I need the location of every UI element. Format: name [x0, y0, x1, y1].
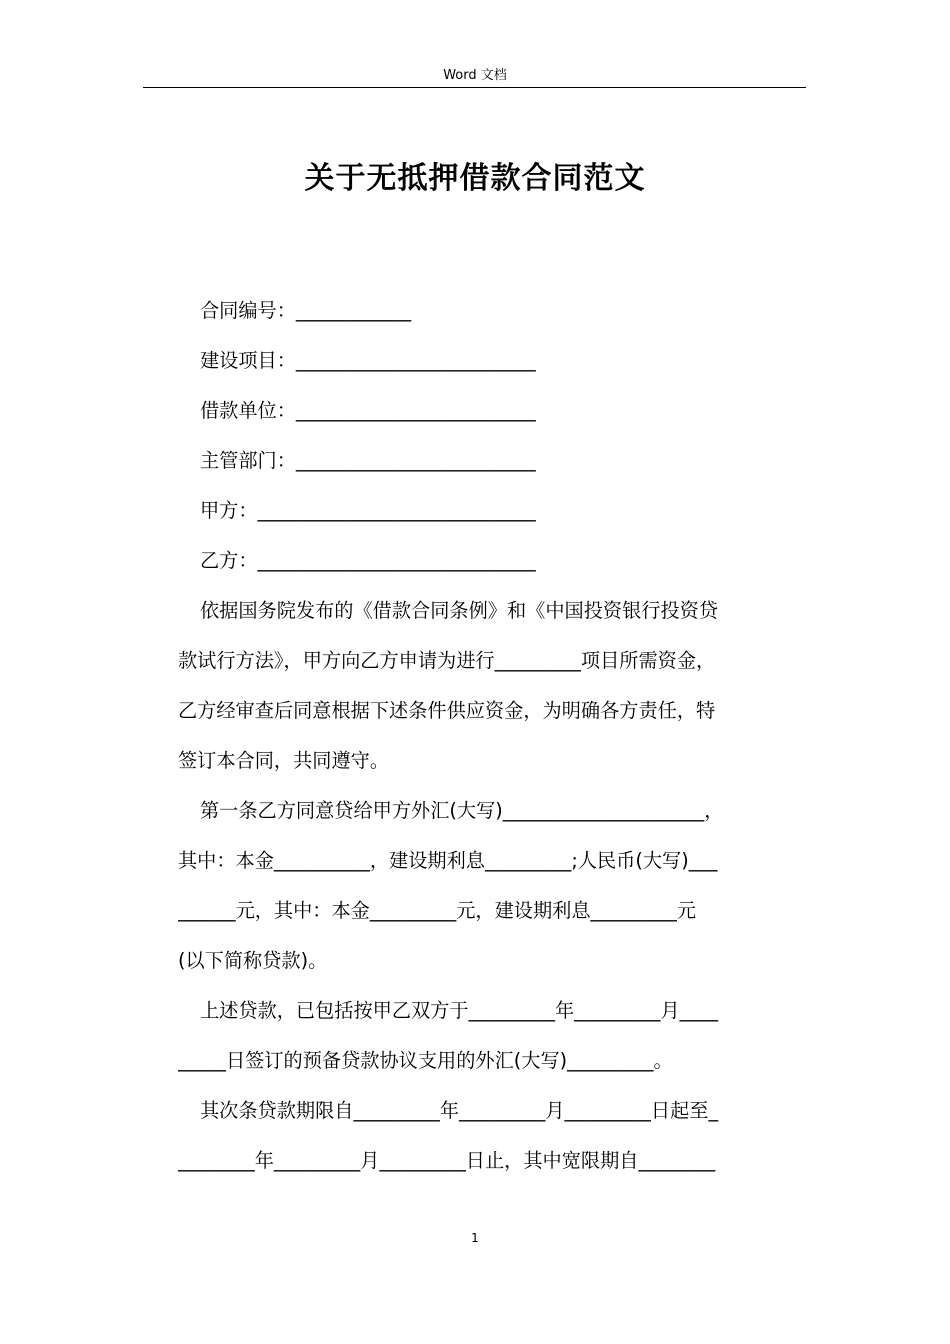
page-number: 1	[471, 1231, 479, 1245]
document-title: 关于无抵押借款合同范文	[304, 161, 646, 196]
paragraph-line: 签订本合同，共同遵守。	[178, 749, 390, 772]
page-header: Word 文档	[443, 68, 507, 83]
header-divider	[143, 87, 806, 88]
paragraph-line: 依据国务院发布的《借款合同条例》和《中国投资银行投资贷	[200, 599, 719, 622]
paragraph-line: 其中：本金__________，建设期利息_________;人民币(大写)___	[178, 849, 718, 872]
field-construction-project: 建设项目：_________________________	[200, 349, 536, 372]
field-party-a: 甲方：_____________________________	[200, 499, 536, 522]
field-borrower-unit: 借款单位：_________________________	[200, 399, 536, 422]
field-supervising-department: 主管部门：_________________________	[200, 449, 536, 472]
paragraph-line: 乙方经审查后同意根据下述条件供应资金，为明确各方责任，特	[178, 699, 716, 722]
paragraph-line: 上述贷款，已包括按甲乙双方于_________年_________月____	[200, 999, 719, 1022]
field-party-b: 乙方：_____________________________	[200, 549, 536, 572]
document-body	[178, 286, 804, 1186]
paragraph-line: ______元，其中：本金_________元，建设期利息_________元	[178, 899, 697, 922]
paragraph-line: _____日签订的预备贷款协议支用的外汇(大写)_________。	[178, 1049, 673, 1072]
field-contract-number: 合同编号：____________	[200, 299, 412, 322]
paragraph-line: 其次条贷款期限自_________年_________月_________日起至_	[200, 1099, 719, 1122]
paragraph-line: ________年_________月_________日止，其中宽限期自________	[178, 1149, 716, 1172]
paragraph-line: 款试行方法》，甲方向乙方申请为进行_________项目所需资金，	[178, 649, 716, 672]
paragraph-line: 第一条乙方同意贷给甲方外汇(大写)_____________________，	[200, 799, 724, 822]
paragraph-line: (以下简称贷款)。	[178, 949, 328, 972]
